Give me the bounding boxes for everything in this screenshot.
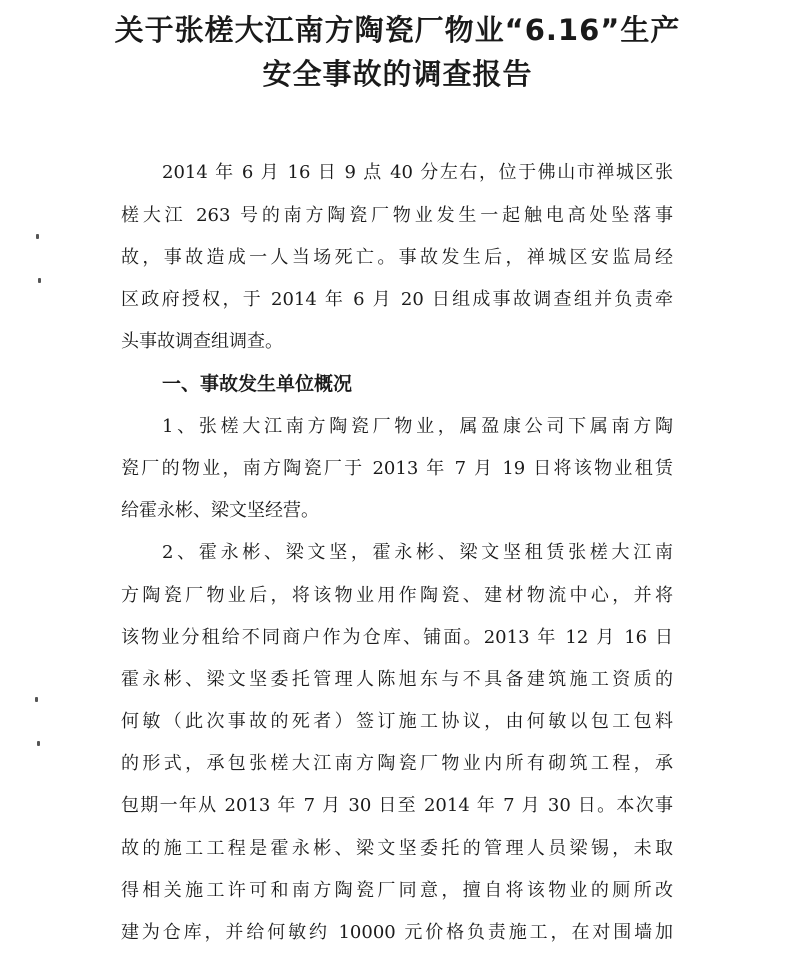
paragraph-line: 槎大江 263 号的南方陶瓷厂物业发生一起触电高处坠落事	[121, 205, 673, 226]
paragraph-line: 霍永彬、梁文坚委托管理人陈旭东与不具备建筑施工资质的	[121, 669, 673, 690]
paragraph-line: 包期一年从 2013 年 7 月 30 日至 2014 年 7 月 30 日。本次事	[121, 795, 673, 816]
scan-speck	[38, 278, 41, 283]
report-title-line-1: 关于张槎大江南方陶瓷厂物业“6.16”生产	[114, 13, 681, 47]
paragraph-line: 区政府授权，于 2014 年 6 月 20 日组成事故调查组并负责牵	[121, 289, 673, 310]
paragraph-line: 2014 年 6 月 16 日 9 点 40 分左右，位于佛山市禅城区张	[162, 162, 673, 183]
paragraph-line: 故的施工工程是霍永彬、梁文坚委托的管理人员梁锡，未取	[121, 838, 673, 859]
paragraph-line: 故，事故造成一人当场死亡。事故发生后，禅城区安监局经	[121, 247, 673, 268]
paragraph-line: 的形式，承包张槎大江南方陶瓷厂物业内所有砌筑工程，承	[121, 753, 673, 774]
paragraph-line: 瓷厂的物业，南方陶瓷厂于 2013 年 7 月 19 日将该物业租赁	[121, 458, 673, 479]
paragraph-line: 该物业分租给不同商户作为仓库、铺面。2013 年 12 月 16 日	[121, 627, 673, 648]
paragraph-line: 给霍永彬、梁文坚经营。	[121, 500, 319, 521]
paragraph-line: 2、霍永彬、梁文坚，霍永彬、梁文坚租赁张槎大江南	[162, 542, 673, 563]
paragraph-line: 何敏（此次事故的死者）签订施工协议，由何敏以包工包料	[121, 711, 673, 732]
scan-speck	[36, 234, 39, 239]
section-heading: 一、事故发生单位概况	[162, 373, 353, 395]
report-title-line-2: 安全事故的调查报告	[262, 57, 533, 91]
scan-speck	[35, 697, 38, 702]
paragraph-line: 头事故调查组调查。	[121, 331, 283, 352]
scan-speck	[37, 741, 40, 746]
paragraph-line: 得相关施工许可和南方陶瓷厂同意，擅自将该物业的厕所改	[121, 880, 673, 901]
paragraph-line: 1、张槎大江南方陶瓷厂物业，属盈康公司下属南方陶	[162, 416, 673, 437]
paragraph-line: 方陶瓷厂物业后，将该物业用作陶瓷、建材物流中心，并将	[121, 585, 673, 606]
paragraph-line: 建为仓库，并给何敏约 10000 元价格负责施工，在对围墙加	[121, 922, 673, 943]
